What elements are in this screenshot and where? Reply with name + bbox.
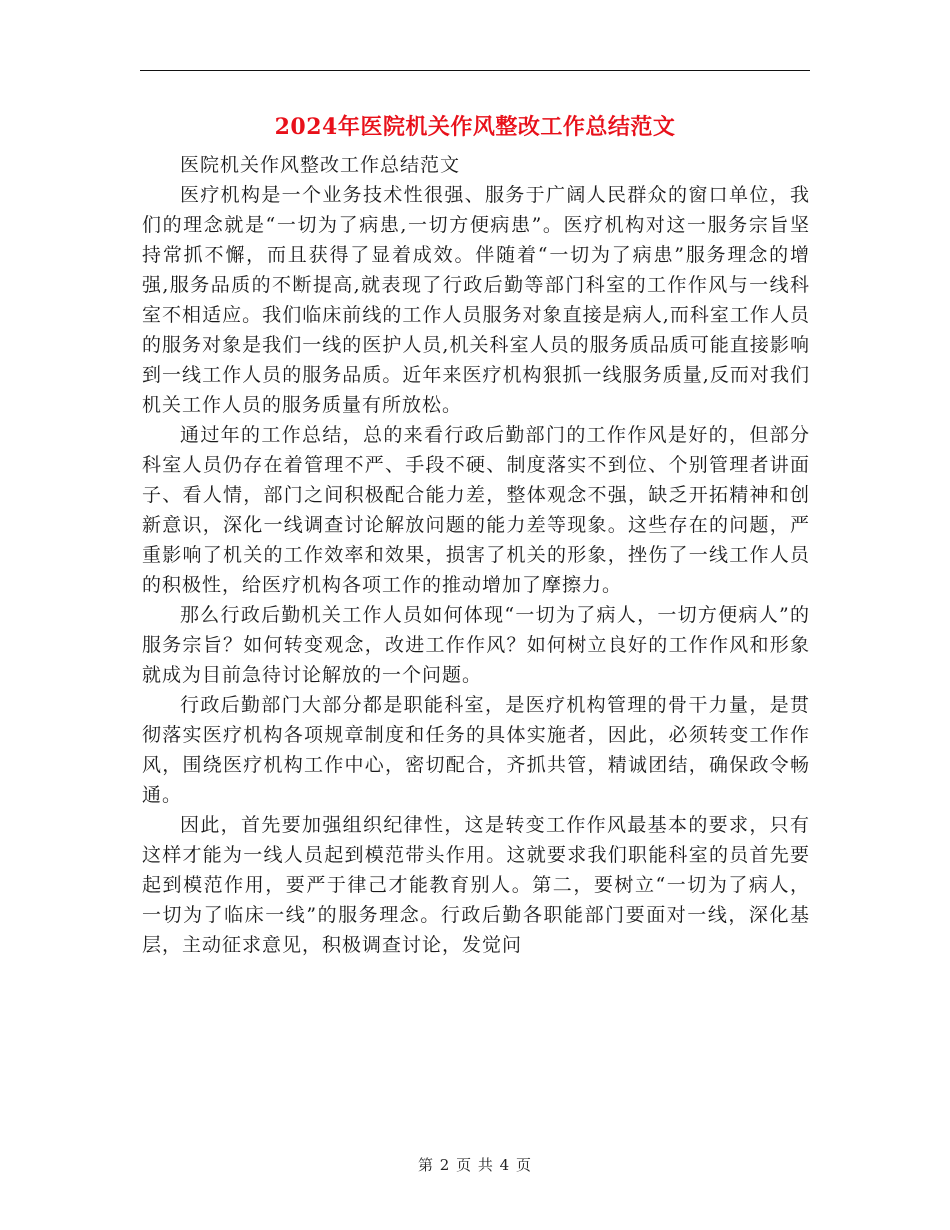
footer-prefix: 第 bbox=[417, 1156, 434, 1174]
paragraph-5: 因此，首先要加强组织纪律性，这是转变工作作风最基本的要求，只有这样才能为一线人员起到模范带头作用。这就要求我们职能科室的员首先要起到模范作用，要严于律己才能教育别人。第二，要树立“一切为了病人，一切为了临床一线”的服务理念。行政后勤各职能部门要面对一线，深化基层，主动征求意见，积极调查讨论，发觉问 bbox=[142, 814, 810, 956]
paragraph-2: 通过年的工作总结，总的来看行政后勤部门的工作作风是好的，但部分科室人员仍存在着管理不严、手段不硬、制度落实不到位、个别管理者讲面子、看人情，部门之间积极配合能力差，整体观念不强，缺乏开拓精神和创新意识，深化一线调查讨论解放问题的能力差等现象。这些存在的问题，严重影响了机关的工作效率和效果，损害了机关的形象，挫伤了一线工作人员的积极性，给医疗机构各项工作的推动增加了摩擦力。 bbox=[142, 424, 810, 596]
header-rule bbox=[140, 70, 810, 71]
document-title: 2024年医院机关作风整改工作总结范文 bbox=[274, 114, 676, 140]
page-footer bbox=[0, 1154, 950, 1175]
paragraph-1: 医疗机构是一个业务技术性很强、服务于广阔人民群众的窗口单位，我们的理念就是“一切为了病患,一切方便病患”。医疗机构对这一服务宗旨坚持常抓不懈，而且获得了显着成效。伴随着“一切为了病患”服务理念的增强,服务品质的不断提高,就表现了行政后勤等部门科室的工作作风与一线科室不相适应。我们临床前线的工作人员服务对象直接是病人,而科室工作人员的服务对象是我们一线的医护人员,机关科室人员的服务质品质可能直接影响到一线工作人员的服务品质。近年来医疗机构狠抓一线服务质量,反而对我们机关工作人员的服务质量有所放松。 bbox=[142, 184, 810, 416]
paragraph-3: 那么行政后勤机关工作人员如何体现“一切为了病人，一切方便病人”的服务宗旨？如何转变观念，改进工作作风？如何树立良好的工作作风和形象就成为目前急待讨论解放的一个问题。 bbox=[142, 604, 810, 686]
document-body bbox=[142, 150, 810, 960]
footer-suffix: 页 bbox=[516, 1156, 533, 1174]
footer-middle: 页 共 bbox=[456, 1156, 494, 1174]
paragraph-4: 行政后勤部门大部分都是职能科室，是医疗机构管理的骨干力量，是贯彻落实医疗机构各项规章制度和任务的具体实施者，因此，必须转变工作作风，围绕医疗机构工作中心，密切配合，齐抓共管，精诚团结，确保政令畅通。 bbox=[142, 694, 810, 806]
footer-page-total: 4 bbox=[499, 1156, 511, 1174]
document-subtitle: 医院机关作风整改工作总结范文 bbox=[180, 154, 461, 176]
footer-page-current: 2 bbox=[439, 1156, 451, 1174]
